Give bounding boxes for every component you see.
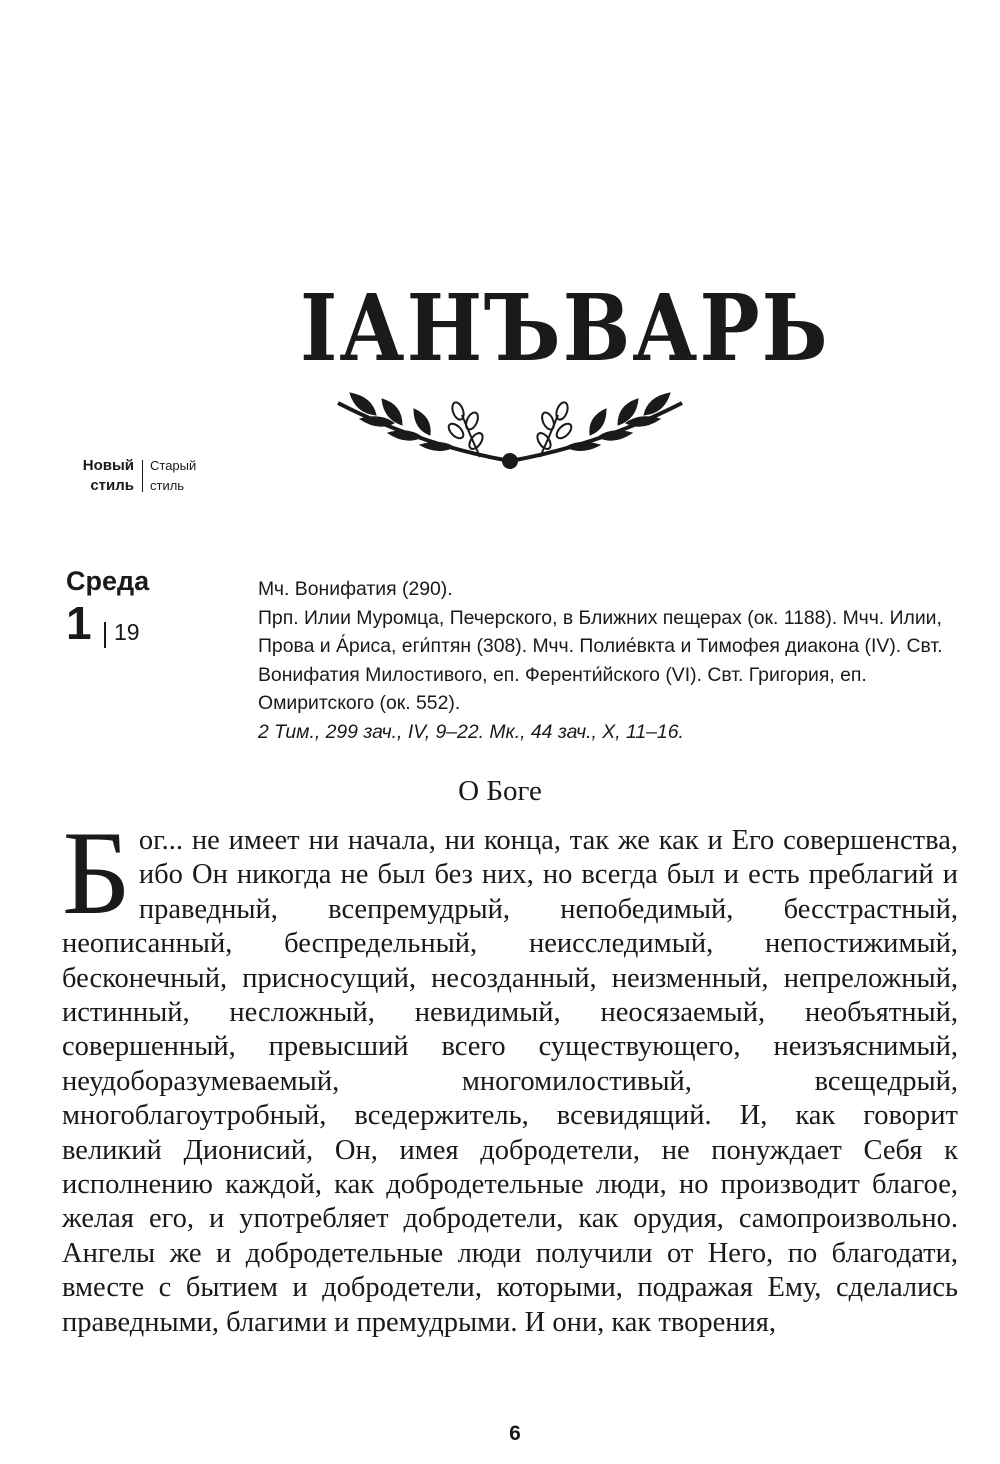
new-style-label: Новый стиль — [82, 457, 134, 494]
article-title: О Боге — [458, 775, 542, 807]
scripture-readings: 2 Тим., 299 зач., IV, 9–22. Мк., 44 зач., X, 11–16. — [258, 720, 684, 743]
date-divider — [104, 622, 106, 648]
month-title: ІАНЪВАРЬ — [300, 273, 830, 383]
drop-cap: Б — [62, 806, 131, 939]
legend-divider — [142, 460, 143, 492]
date-new-style: 1 — [66, 597, 92, 649]
weekday: Среда — [66, 566, 150, 596]
old-style-label: Старый стиль — [150, 458, 197, 493]
article-body — [62, 806, 958, 1340]
date-old-style: 19 — [114, 619, 140, 645]
article-text: ог... не имеет ни начала, ни конца, так же как и Его совершенства, ибо Он никогда не был без них, но всегда был и есть преблагий и праведный, всепремудрый, непобедимый, бесстрастный, неописанный, беспредельный, неисследимый, непостижимый, бесконечный, присносущий, несозданный, неизменный, непреложный, истинный, несложный, невидимый, неосязаемый, необъятный, совершенный, превысший всего существующего, неизъяснимый, неудоборазумеваемый, многомилостивый, всещедрый, многоблагоутробный, вседержитель, всевидящий. И, как говорит великий Дионисий, Он, имея добродетели, не понуждает Себя к исполнению каждой, как добродетельные люди, но производит благое, желая его, и употребляет добродетели, как орудия, самопроизвольно. Ангелы же и добродетельные люди получили от Него, по благодати, вместе с бытием и добродетели, которыми, подражая Ему, сделались праведными, благими и премудрыми. И они, как творения, — [62, 825, 958, 1338]
commemoration-line: Прп. Илии Муромца, Печерского, в Ближних пещерах (ок. 1188). Мчч. Илии, Прова и А́риса, еги́птян (308). Мчч. Полие́вкта и Тимофея диакона (IV). Свт. Вонифатия Милостивого, еп. Ференти́йского (VI). Свт. Григория, еп. Омиритского (ок. 552). — [258, 606, 943, 715]
page-number: 6 — [509, 1422, 521, 1445]
laurel-ornament-icon — [330, 385, 690, 475]
commemorations-list — [258, 575, 958, 747]
commemoration-line: Мч. Вонифатия (290). — [258, 578, 453, 600]
